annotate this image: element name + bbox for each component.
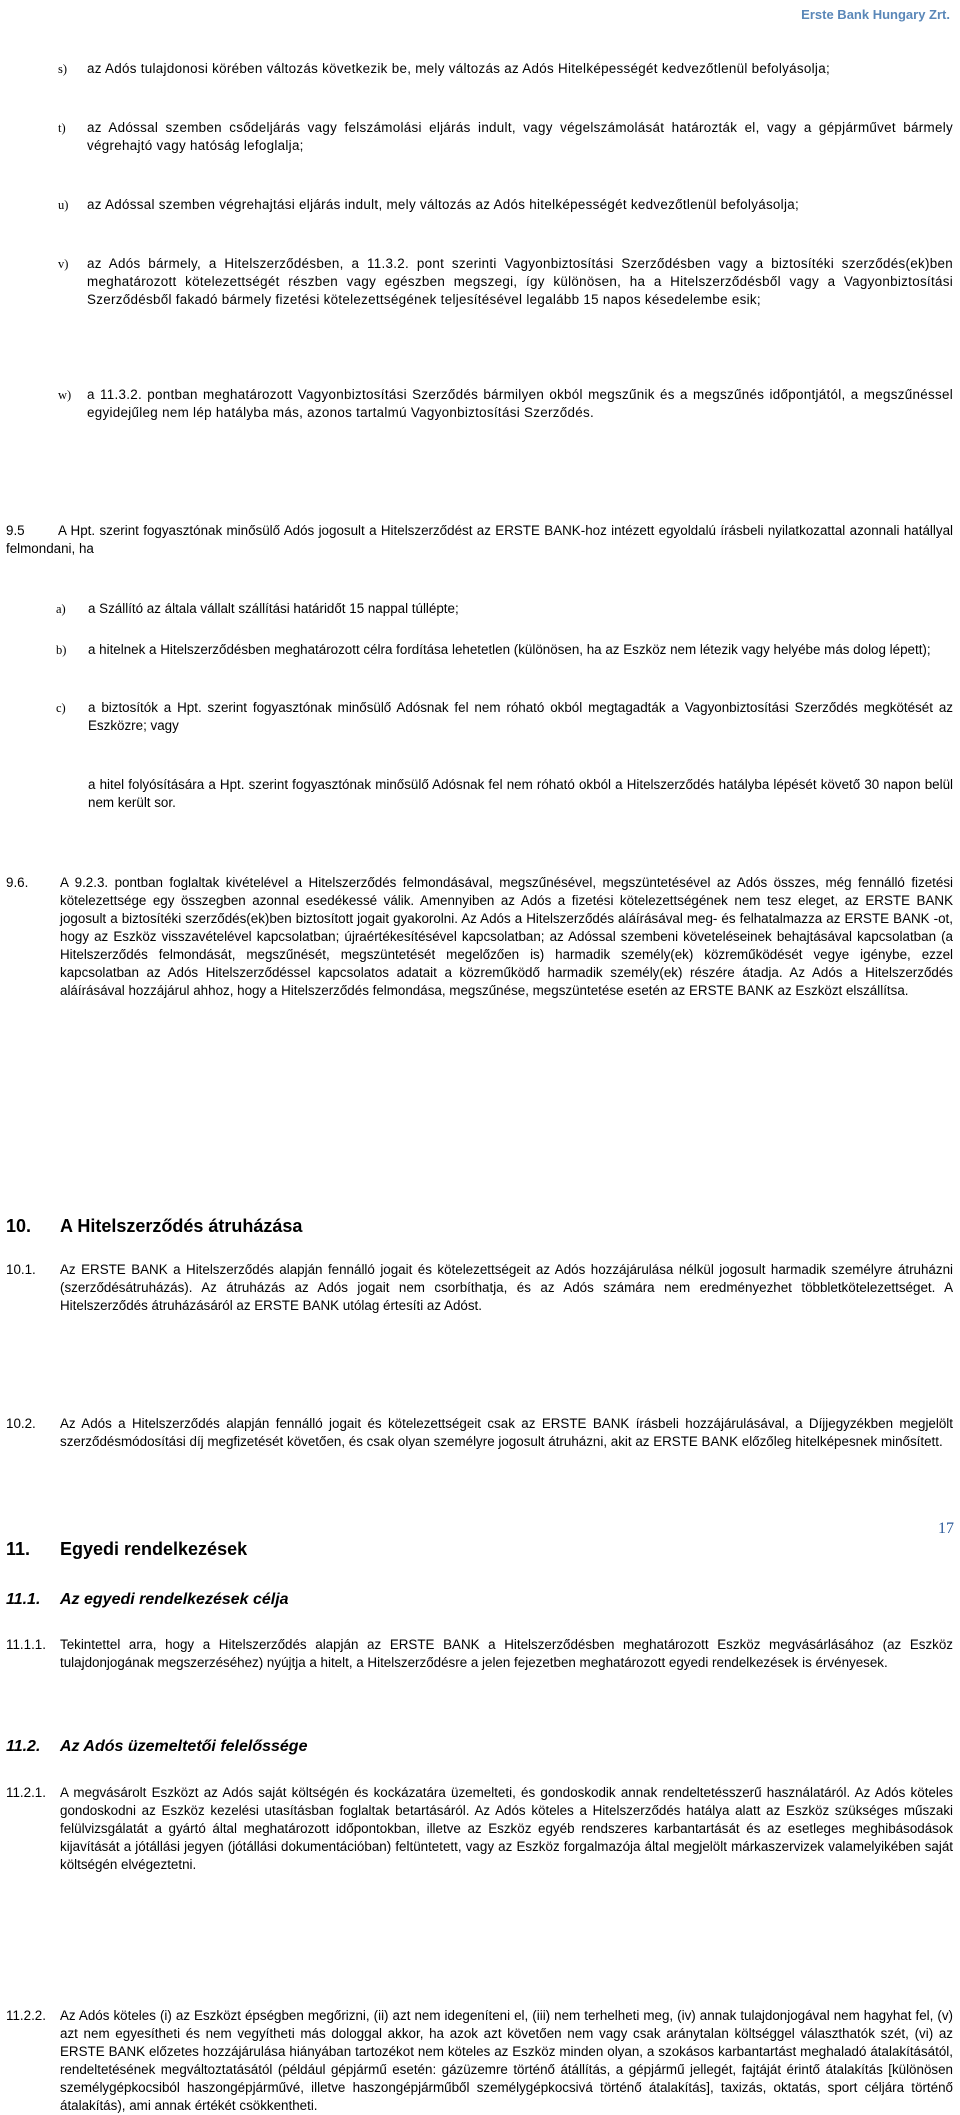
heading-number: 11.2. <box>6 1738 41 1755</box>
list-text: az Adóssal szemben csődeljárás vagy felszámolási eljárás indult, vagy végelszámolását határozták el, vagy a gépjárművet bármely végrehajtó vagy hatóság lefoglalja; <box>87 120 953 153</box>
list-label: t) <box>58 121 66 135</box>
heading-11-2 <box>0 1738 960 1756</box>
list-text: a 11.3.2. pontban meghatározott Vagyonbiztosítási Szerződés bármilyen okból megszűnik és a megszűnés időpontjától, a megszűnéssel egyidejűleg nem lép hatályba más, azonos tartalmú Vagyonbiztosítási Szerződés. <box>87 387 953 420</box>
page-number: 17 <box>938 1520 954 1537</box>
section-9-6 <box>0 874 960 1000</box>
list-label: w) <box>58 388 72 402</box>
section-number: 11.2.2. <box>6 2008 46 2023</box>
list-text: a Szállító az általa vállalt szállítási határidőt 15 nappal túllépte; <box>88 601 459 616</box>
section-11-1-1 <box>0 1636 960 1672</box>
list-item <box>0 196 960 214</box>
list-text: az Adóssal szemben végrehajtási eljárás indult, mely változás az Adós hitelképességét kedvezőtlenül befolyásolja; <box>87 197 800 212</box>
section-text: Az Adós a Hitelszerződés alapján fennálló jogait és kötelezettségeit csak az ERSTE BANK írásbeli hozzájárulásával, a Díjjegyzékben megjelölt szerződésmódosítási díj megfizetését követően, és csak olyan személyre jogosult átruházni, akit az ERSTE BANK előzőleg hitelképesnek minősített. <box>60 1416 953 1449</box>
company-header: Erste Bank Hungary Zrt. <box>801 7 950 22</box>
heading-11 <box>0 1540 960 1558</box>
section-11-2-1 <box>0 1784 960 1874</box>
heading-number: 11. <box>6 1539 31 1559</box>
section-text: Tekintettel arra, hogy a Hitelszerződés alapján az ERSTE BANK a Hitelszerződésben meghatározott Eszköz megvásárlásához (az Eszköz tulajdonjogának megszerzéséhez) nyújtja a hitelt, a Hitelszerződésre a jelen fejezetben meghatározott egyedi rendelkezések is érvényesek. <box>60 1637 953 1670</box>
heading-10 <box>0 1217 960 1235</box>
heading-title: A Hitelszerződés átruházása <box>60 1216 303 1236</box>
section-text: Az Adós köteles (i) az Eszközt épségben megőrizni, (ii) azt nem idegeníteni el, (iii) nem terhelheti meg, (iv) annak tulajdonjogával nem hagyhat fel, (v) azt nem egyesítheti és nem vegyítheti más dologgal akkor, ha azok azt követően nem vagy csak aránytalan költséggel választhatók szét, (vi) az ERSTE BANK előzetes hozzájárulása hiányában tartozékot nem köteles az Eszköz minden olyan, a szokásos karbantartást meghaladó átalakításától, rendeltetésének megváltoztatásától (például gépjármű esetén: gázüzemre történő átállítás, a gépjármű jellegét, fajtáját érintő átalakítás [különösen személygépkocsiból haszongépjárművé, illetve haszongépjárműből személygépkocsivá történő átalakítás], taxizás, oktatás, sport céljára történő átalakítás), ami annak értékét csökkentheti. <box>60 2008 953 2113</box>
list-text: a biztosítók a Hpt. szerint fogyasztónak minősülő Adósnak fel nem róható okból megtagadták a Vagyonbiztosítási Szerződés megkötését az Eszközre; vagy <box>88 700 953 733</box>
section-text: Az ERSTE BANK a Hitelszerződés alapján fennálló jogait és kötelezettségeit az Adós hozzájárulása nélkül jogosult harmadik személyre átruházni (szerződésátruházás). Az átruházás az Adós jogait nem csorbíthatja, és az Adós számára nem eredményezhet többletkötelezettséget. A Hitelszerződés átruházásáról az ERSTE BANK utólag értesíti az Adóst. <box>60 1262 953 1313</box>
list-item <box>0 386 960 422</box>
list-item <box>0 776 960 812</box>
list-item <box>0 641 960 659</box>
list-text: az Adós tulajdonosi körében változás következik be, mely változás az Adós Hitelképességét kedvezőtlenül befolyásolja; <box>87 61 830 76</box>
heading-title: Az Adós üzemeltetői felelőssége <box>60 1738 308 1755</box>
list-item <box>0 119 960 155</box>
list-text: a hitelnek a Hitelszerződésben meghatározott célra fordítása lehetetlen (különösen, ha az Eszköz nem létezik vagy helyébe más dolog lépett); <box>88 642 931 657</box>
list-label: a) <box>56 602 66 616</box>
section-number: 11.1.1. <box>6 1637 46 1652</box>
section-number: 9.6. <box>6 875 29 890</box>
section-number: 11.2.1. <box>6 1785 46 1800</box>
section-11-2-2 <box>0 2007 960 2115</box>
section-10-1 <box>0 1261 960 1315</box>
list-item <box>0 255 960 309</box>
list-text: az Adós bármely, a Hitelszerződésben, a 11.3.2. pont szerinti Vagyonbiztosítási Szerződésben vagy a biztosítéki szerződés(ek)ben meghatározott kötelezettségét részben vagy egészben megszegi, így különösen, ha a Hitelszerződésből vagy a Vagyonbiztosítási Szerződésből fakadó bármely fizetési kötelezettségének teljesítésével legalább 15 napos késedelembe esik; <box>87 256 953 307</box>
section-number: 9.5 <box>6 523 25 538</box>
heading-title: Az egyedi rendelkezések célja <box>60 1591 289 1608</box>
list-item <box>0 699 960 735</box>
heading-number: 10. <box>6 1216 32 1236</box>
list-label: s) <box>58 62 68 76</box>
section-intro: A Hpt. szerint fogyasztónak minősülő Adós jogosult a Hitelszerződést az ERSTE BANK-hoz intézett egyoldalú írásbeli nyilatkozattal azonnali hatállyal felmondani, ha <box>6 523 953 556</box>
section-10-2 <box>0 1415 960 1451</box>
heading-title: Egyedi rendelkezések <box>60 1539 248 1559</box>
section-number: 10.2. <box>6 1416 36 1431</box>
section-text: A megvásárolt Eszközt az Adós saját költségén és kockázatára üzemelteti, és gondoskodik annak rendeltetésszerű használatáról. Az Adós köteles gondoskodni az Eszköz kezelési utasításban foglaltak betartásáról. Az Adós köteles a Hitelszerződés hatálya alatt az Eszköz szükséges műszaki felülvizsgálatát a gyártó által meghatározott időpontokban, illetve az Eszköz egyéb rendszeres karbantartását és az esetleges meghibásodások kijavítását a jótállási jegyen (jótállási dokumentációban) feltüntetett, vagy az Eszköz forgalmazója által megjelölt márkaszervizek valamelyikében saját költségén elvégeztetni. <box>60 1785 953 1872</box>
list-text: a hitel folyósítására a Hpt. szerint fogyasztónak minősülő Adósnak fel nem róható okból a Hitelszerződés hatályba lépését követő 30 napon belül nem került sor. <box>88 777 953 810</box>
section-text: A 9.2.3. pontban foglaltak kivételével a Hitelszerződés felmondásával, megszűnésével, megszüntetésével az Adós összes, még fennálló fizetési kötelezettsége egy összegben azonnal esedékessé válik. Amennyiben az Adós a fizetési kötelezettségének nem tesz eleget, az ERSTE BANK jogosult a biztosítéki szerződés(ek)ben biztosított jogait gyakorolni. Az Adós a Hitelszerződés aláírásával meg- és felhatalmazza az ERSTE BANK -ot, hogy az Eszköz visszavételével kapcsolatban; újraértékesítésével kapcsolatban; az Adóssal szembeni követeléseinek behajtásával kapcsolatban (a Hitelszerződés felmondását, megszűnését, megszüntetését megelőzően is) harmadik személy(ek) közreműködését vegye igénybe, ezzel kapcsolatban az Adós Hitelszerződéssel kapcsolatos adatait a közreműködő harmadik személy(ek) részére átadja. Az Adós a Hitelszerződés aláírásával hozzájárul ahhoz, hogy a Hitelszerződés felmondása, megszűnése, megszüntetése esetén az ERSTE BANK az Eszközt elszállítsa. <box>60 875 953 998</box>
section-9-5 <box>0 522 960 558</box>
list-label: b) <box>56 643 67 657</box>
list-label: u) <box>58 198 69 212</box>
heading-number: 11.1. <box>6 1591 41 1608</box>
list-item <box>0 600 960 618</box>
heading-11-1 <box>0 1591 960 1609</box>
list-label: c) <box>56 701 66 715</box>
list-item <box>0 60 960 78</box>
section-number: 10.1. <box>6 1262 36 1277</box>
list-label: v) <box>58 257 69 271</box>
